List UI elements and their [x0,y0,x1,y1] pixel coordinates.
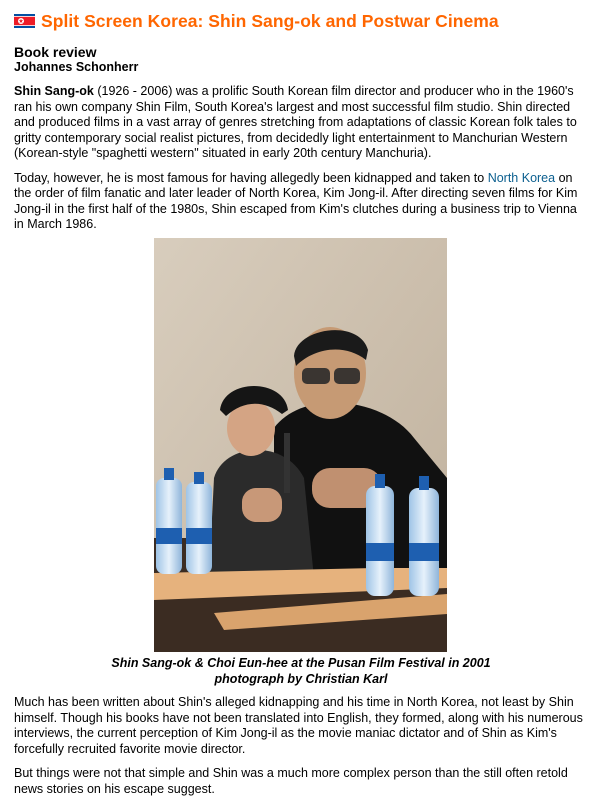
author-name: Johannes Schonherr [14,60,139,74]
paragraph-perception: Much has been written about Shin's alleged kidnapping and his time in North Korea, not least by Shin himself. Though his books have not been translated into English, they formed, along with his numerous interviews, the current perception of Kim Jong-il as the movie maniac dictator and of Shin as Kim's forcefully recruited favorite movie director. [14,695,583,756]
header [14,8,588,34]
article-continued [14,695,588,797]
paragraph-kidnapping: Today, however, he is most famous for having allegedly been kidnapped and taken to North Korea on the order of film fanatic and later leader of North Korea, Kim Jong-il. After directing seven films for Kim Jong-il in the first half of the 1980s, Shin escaped from Kim's clutches during a business trip to Vienna in March 1986. [14,170,578,231]
caption-line-1: Shin Sang-ok & Choi Eun-hee at the Pusan Film Festival in 2001 [111,656,491,670]
paragraph-complexity: But things were not that simple and Shin was a much more complex person than the still often retold news stories on his escape suggest. [14,766,568,796]
article [14,8,588,796]
paragraph-intro: Shin Sang-ok (1926 - 2006) was a prolific South Korean film director and producer who in the 1960's ran his own company Shin Film, South Korea's largest and most successful film studio. Shin directed and produced films in a vast array of genres stretching from adaptations of classic Korean folk tales to gritty contemporary social realist pictures, from decidedly light entertainment to Manchurian Western (Korean-style "spaghetti western" situated in early 20th century Manchuria). [14,84,577,160]
photo-caption [14,656,588,687]
north-korea-flag-icon [14,14,35,28]
page-title: Split Screen Korea: Shin Sang-ok and Postwar Cinema [41,10,499,31]
section-label: Book review [14,44,97,60]
festival-photo [154,238,447,652]
caption-line-2: photograph by Christian Karl [214,671,388,686]
subject-name: Shin Sang-ok [14,84,94,98]
north-korea-link[interactable]: North Korea [487,170,556,185]
